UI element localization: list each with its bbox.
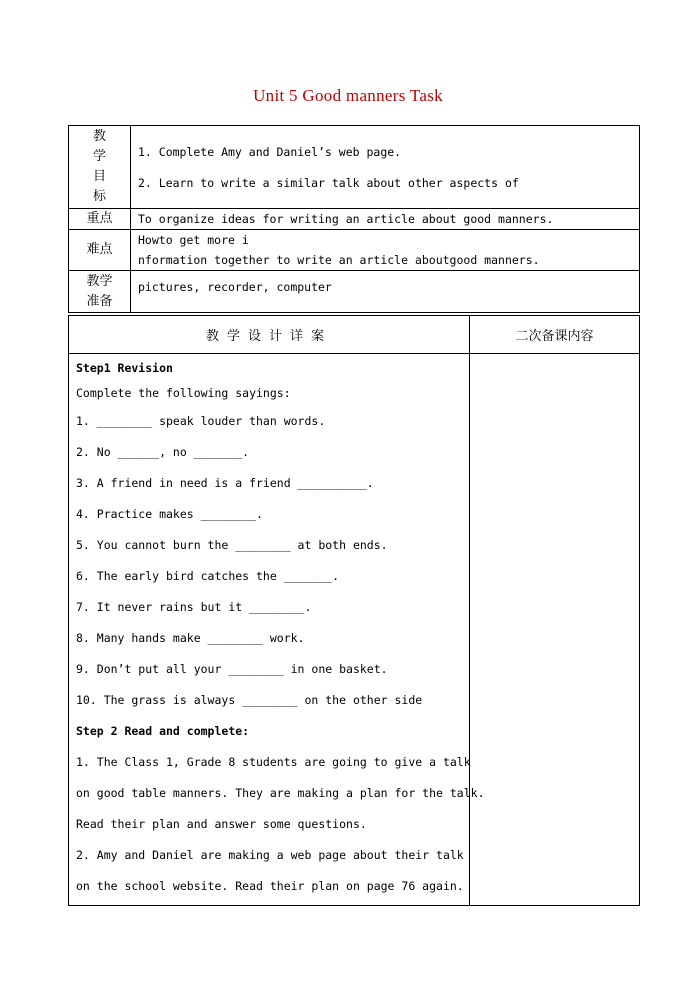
step2-line: on the school website. Read their plan on page 76 again. [76,879,464,893]
difficulties-row [69,230,640,271]
objective-item: 2. Learn to write a similar talk about other aspects of [138,175,519,190]
lesson-design-table [68,315,640,906]
saying-item: 3. A friend in need is a friend __________. [76,476,374,490]
design-content-cell [69,354,485,906]
step2-line: on good table manners. They are making a plan for the talk. [76,786,485,800]
objectives-text [131,126,640,209]
step1-intro: Complete the following sayings: [76,386,291,400]
difficulties-text: Howto get more i nformation together to write an article aboutgood manners. [131,230,640,271]
page-title: Unit 5 Good manners Task [253,86,443,105]
saying-item: 5. You cannot burn the ________ at both ends. [76,538,388,552]
second-prep-cell [470,354,640,906]
design-header: 教学设计详案 [69,316,470,354]
objectives-label: 教 学 目 标 [69,126,131,209]
saying-item: 2. No ______, no _______. [76,445,250,459]
design-body-row [69,354,640,906]
key-points-label: 重点 [69,209,131,230]
objective-item: 1. Complete Amy and Daniel’s web page. [138,144,402,159]
saying-item: 4. Practice makes ________. [76,507,263,521]
saying-item: 1. ________ speak louder than words. [76,414,326,428]
key-points-text: To organize ideas for writing an article about good manners. [131,209,640,230]
saying-item: 8. Many hands make ________ work. [76,631,305,645]
objectives-row [69,126,640,209]
saying-item: 7. It never rains but it ________. [76,600,312,614]
preparation-label: 教学 准备 [69,271,131,313]
design-header-row [69,316,640,354]
key-points-row [69,209,640,230]
step2-line: 1. The Class 1, Grade 8 students are going to give a talk [76,755,471,769]
step2-heading: Step 2 Read and complete: [76,724,250,738]
second-prep-header: 二次备课内容 [470,316,640,354]
preparation-text: pictures, recorder, computer [131,271,640,313]
saying-item: 10. The grass is always ________ on the other side [76,693,423,707]
lesson-info-table [68,125,640,313]
saying-item: 6. The early bird catches the _______. [76,569,340,583]
step2-line: 2. Amy and Daniel are making a web page about their talk [76,848,464,862]
preparation-row [69,271,640,313]
step2-line: Read their plan and answer some questions. [76,817,367,831]
saying-item: 9. Don’t put all your ________ in one basket. [76,662,388,676]
difficulties-label: 难点 [69,230,131,271]
step1-heading: Step1 Revision [76,361,173,375]
